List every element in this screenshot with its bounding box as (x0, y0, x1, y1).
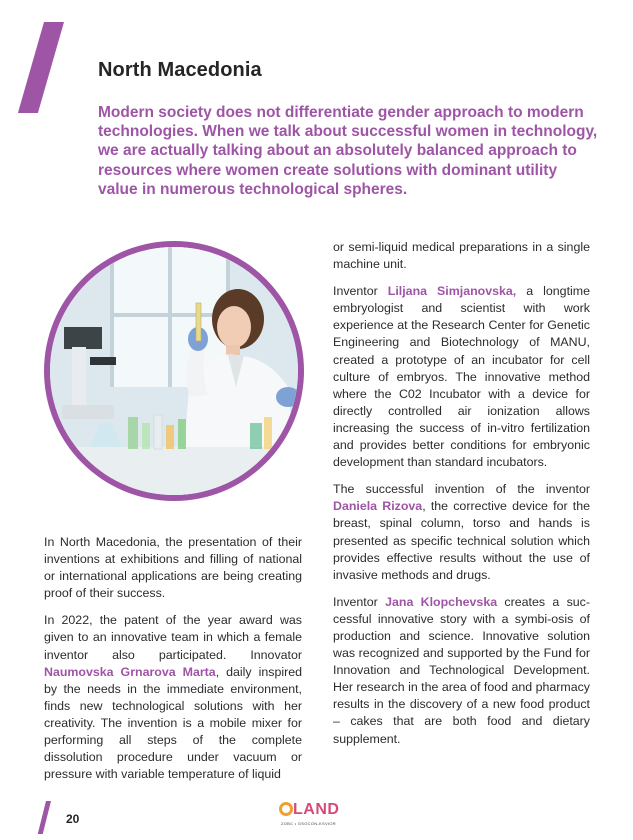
paragraph-text: In North Macedonia, the presentation of their inventions at exhibitions and filling of national or international applications are being creating proof of their success. (44, 535, 302, 601)
paragraph-text: Inventor (333, 284, 388, 299)
decorative-slash-bottom (38, 801, 51, 834)
paragraph-text: The successful invention of the inventor (333, 482, 590, 497)
inventor-name: Daniela Rizova (333, 499, 423, 514)
paragraph-text: , daily inspired by the needs in the immediate environment, finds new technological solutions with her creativity. The invention is a mobile mixer for performing all steps of the complete dissolution procedure under vacuum or pressure with variable temperature of liquid (44, 664, 303, 782)
inventor-name: Liljana Simjanovska, (387, 284, 517, 299)
paragraph (333, 239, 590, 273)
paragraph-text: In 2022, the patent of the year award was given to an innovative team in which a female inventor also participated. Innovator (44, 613, 302, 662)
paragraph (333, 283, 590, 471)
logo-o-icon (279, 802, 293, 816)
paragraph (44, 612, 302, 783)
paragraph-text: , the corrective device for the breast, spinal column, torso and hands is presented as specific technical solution which provides effective results without the use of invasive methods and drugs. (333, 499, 590, 582)
photo-frame (44, 241, 304, 501)
paragraph-text: a longtime embryologist and scientist with work experience at the Research Center for Genetic Engineering and Biotechnology of MANU, created a prototype of an incubator for cell culture of embryos. The innovative method where the C02 Incubator with a device for directly controlled air ionization allows increasing the success of in-vitro fertilization and provides better conditions for embryonic development than standard incubators. (333, 284, 590, 470)
inventor-name: Naumovska Grnarova Marta (44, 664, 216, 679)
logo-text: LAND (293, 801, 340, 818)
paragraph-text: creates a suc-cessful innovative story with a symbi-osis of production and science. Innovative solution was recognized and supported by the Fund for Innovation and Technological Development. Her research in the area of food and pharmacy results in the discovery of a new food product – cakes that are both food and dietary supplement. (333, 594, 590, 746)
scientist-photo (50, 247, 298, 495)
paragraph-text: or semi-liquid medical preparations in a single machine unit. (333, 240, 590, 272)
paragraph (333, 481, 590, 584)
paragraph-text: Inventor (333, 594, 386, 609)
inventor-name: Jana Klopchevska (385, 594, 498, 609)
decorative-slash-top (18, 22, 64, 113)
lead-paragraph: Modern society does not differentiate gender approach to modern technologies. When we talk about successful women in technology, we are actually talking about an absolutely balanced approach to resources where women create solutions with dominant utility value in numerous technological spheres. (98, 104, 598, 198)
poland-logo (277, 801, 357, 831)
left-column (44, 534, 302, 793)
paragraph (44, 534, 302, 602)
page-title: North Macedonia (98, 59, 262, 81)
right-column (333, 239, 590, 758)
paragraph (333, 594, 590, 748)
page-number: 20 (66, 812, 80, 826)
logo-tagline: ZOBC • GSOCON-KSVIOR (281, 821, 336, 826)
